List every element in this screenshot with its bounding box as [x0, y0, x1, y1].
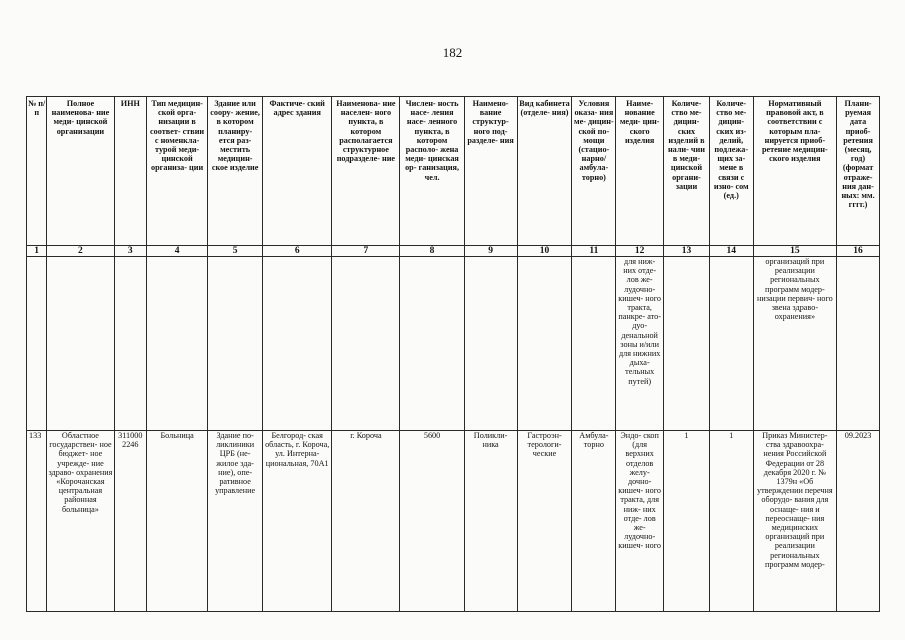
table-cell: [709, 257, 753, 431]
header-cell: ИНН: [114, 97, 147, 246]
legal-act-cell: организаций при реализации региональных программ модер- низации первич- ного звена здраво- охранения»: [753, 257, 836, 431]
building-cell: Здание по- ликлиники ЦРБ (не- жилое зда- ние), опе- ративное управление: [208, 431, 263, 612]
qty-available-cell: 1: [664, 431, 710, 612]
address-cell: Белгород- ская область, г. Короча, ул. Интерна- циональная, 70А1: [263, 431, 332, 612]
table-row: [27, 257, 880, 431]
conditions-cell: Амбула- торно: [572, 431, 616, 612]
column-number: 1: [27, 246, 47, 257]
date-cell: 09.2023: [837, 431, 880, 612]
header-cell: Количе- ство ме- дицин- ских из- делий, подлежа- щих за- мене в связи с изно- сом (ед.): [709, 97, 753, 246]
column-number-row: [27, 246, 880, 257]
column-number: 2: [47, 246, 114, 257]
column-number: 4: [147, 246, 208, 257]
settlement-cell: г. Короча: [332, 431, 400, 612]
header-cell: Нормативный правовой акт, в соответствии с которым пла- нируется приоб- ретение медицин- ского изделия: [753, 97, 836, 246]
column-number: 8: [400, 246, 464, 257]
header-cell: Количе- ство ме- дицин- ских изделий в нали- чии в меди- цинской органи- зации: [664, 97, 710, 246]
header-cell: № п/п: [27, 97, 47, 246]
header-cell: Здание или соору- жение, в котором планиру- ется раз- местить медицин- ское изделие: [208, 97, 263, 246]
header-cell: Наимено- вание структур- ного под- разделе- ния: [464, 97, 517, 246]
column-number: 5: [208, 246, 263, 257]
column-number: 3: [114, 246, 147, 257]
org-type-cell: Больница: [147, 431, 208, 612]
column-number: 10: [517, 246, 572, 257]
column-number: 14: [709, 246, 753, 257]
legal-act-cell: Приказ Министер- ства здравоохра- нения Российской Федерации от 28 декабря 2020 г. № 1379н «Об утверждении перечня оборудо- вания для оснаще- ния и переоснаще- ния медицинских организаций при реализации региональных программ модер-: [753, 431, 836, 612]
table-cell: [147, 257, 208, 431]
table-cell: [464, 257, 517, 431]
table-cell: [400, 257, 464, 431]
header-cell: Наименова- ние населен- ного пункта, в котором располагается структурное подразделе- ние: [332, 97, 400, 246]
column-number: 9: [464, 246, 517, 257]
table-cell: [27, 257, 47, 431]
device-name-cell: для ниж- них отде- лов же- лудочно- кишеч- ного тракта, панкре- ато-дуо- денальной зоны и/или для нижних дыха- тельных путей): [616, 257, 664, 431]
qty-replace-cell: 1: [709, 431, 753, 612]
population-cell: 5600: [400, 431, 464, 612]
header-row: [27, 97, 880, 246]
table-cell: [572, 257, 616, 431]
header-cell: Вид кабинета (отделе- ния): [517, 97, 572, 246]
page-number: 182: [442, 45, 463, 60]
table-row: [27, 431, 880, 612]
header-cell: Условия оказа- ния ме- дицин- ской по- мощи (стацио- нарно/ амбула- торно): [572, 97, 616, 246]
inn-cell: 311000 2246: [114, 431, 147, 612]
header-cell: Тип медицин- ской орга- низации в соответ- ствии с номенкла- турой меди- цинской организа- ции: [147, 97, 208, 246]
column-number: 11: [572, 246, 616, 257]
column-number: 13: [664, 246, 710, 257]
header-cell: Полное наименова- ние меди- цинской организации: [47, 97, 114, 246]
table-cell: [263, 257, 332, 431]
cabinet-cell: Гастроэн- терологи- ческие: [517, 431, 572, 612]
table-cell: [47, 257, 114, 431]
table-cell: [664, 257, 710, 431]
row-number-cell: 133: [27, 431, 47, 612]
column-number: 15: [753, 246, 836, 257]
column-number: 12: [616, 246, 664, 257]
header-cell: Фактиче- ский адрес здания: [263, 97, 332, 246]
table-cell: [517, 257, 572, 431]
table-cell: [114, 257, 147, 431]
header-cell: Наиме- нование меди- цин- ского изделия: [616, 97, 664, 246]
device-name-cell: Эндо- скоп (для верхних отделов желу- дочно- кишеч- ного тракта, для ниж- них отде- лов же- лудочно- кишеч- ного: [616, 431, 664, 612]
header-cell: Плани- руемая дата приоб- ретения (месяц, год) (формат отраже- ния дан- ных: мм. гггг.): [837, 97, 880, 246]
equipment-table: [26, 96, 880, 612]
column-number: 16: [837, 246, 880, 257]
table-cell: [208, 257, 263, 431]
subdivision-cell: Поликли- ника: [464, 431, 517, 612]
column-number: 6: [263, 246, 332, 257]
table-cell: [332, 257, 400, 431]
header-cell: Числен- ность насе- ления насе- ленного пункта, в котором располо- жена меди- цинская ор- ганизация, чел.: [400, 97, 464, 246]
table-cell: [837, 257, 880, 431]
column-number: 7: [332, 246, 400, 257]
org-name-cell: Областное государствен- ное бюджет- ное учрежде- ние здраво- охранения «Корочанская центральная районная больница»: [47, 431, 114, 612]
